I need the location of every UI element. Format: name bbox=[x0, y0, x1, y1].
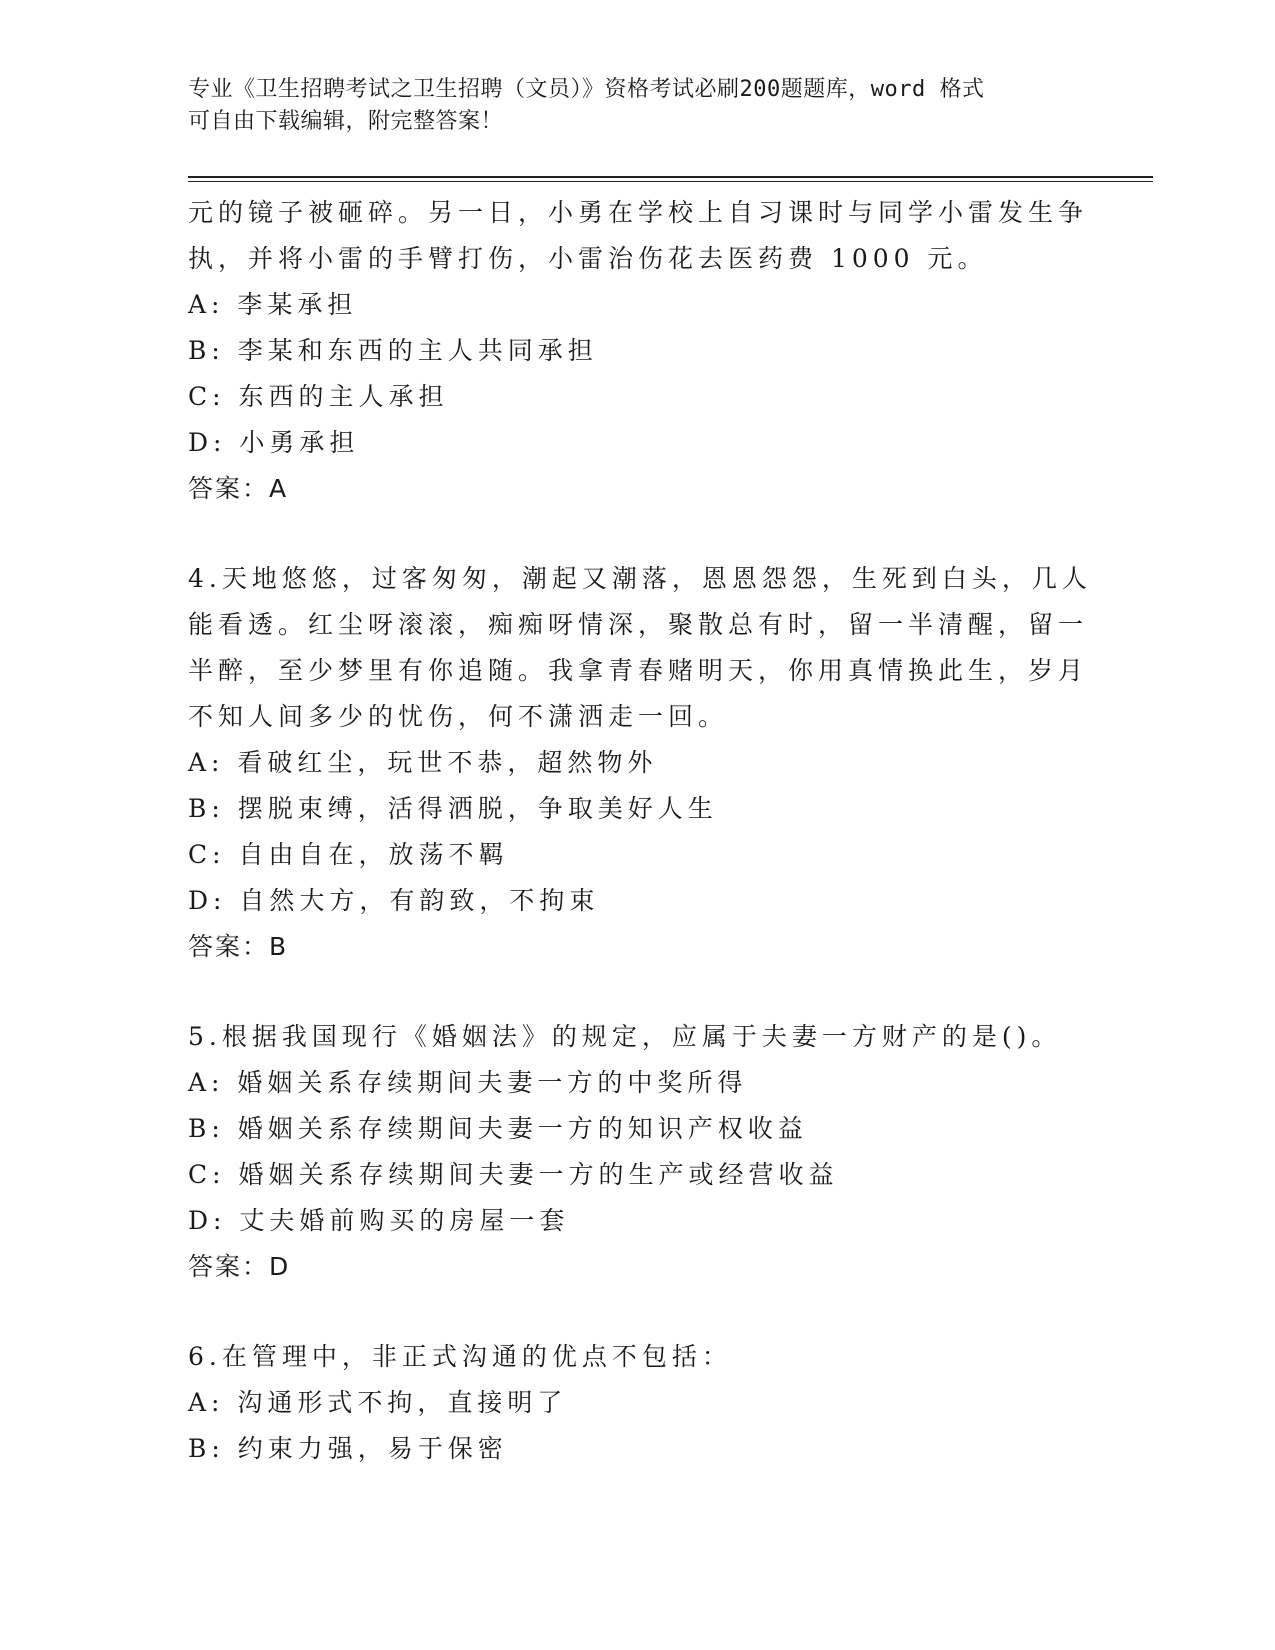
option-a: A: 看破红尘，玩世不恭，超然物外 bbox=[188, 748, 658, 777]
question-stem-line: 不知人间多少的忧伤，何不潇洒走一回。 bbox=[188, 702, 729, 731]
option-b: B: 约束力强，易于保密 bbox=[188, 1434, 508, 1463]
answer-line: 答案：A bbox=[188, 474, 289, 503]
option-d: D: 自然大方，有韵致，不拘束 bbox=[188, 886, 600, 915]
question-stem-line: 4.天地悠悠，过客匆匆，潮起又潮落，恩恩怨怨，生死到白头，几人 bbox=[188, 564, 1092, 593]
question-stem-line: 元的镜子被砸碎。另一日，小勇在学校上自习课时与同学小雷发生争 bbox=[188, 198, 1089, 227]
question-6 bbox=[188, 1334, 1068, 1472]
option-b: B: 婚姻关系存续期间夫妻一方的知识产权收益 bbox=[188, 1114, 808, 1143]
question-stem-line: 6.在管理中，非正式沟通的优点不包括： bbox=[188, 1342, 732, 1371]
question-stem-line: 5.根据我国现行《婚姻法》的规定，应属于夫妻一方财产的是()。 bbox=[188, 1022, 1062, 1051]
question-gap bbox=[188, 512, 1068, 556]
option-d: D: 小勇承担 bbox=[188, 428, 360, 457]
question-gap bbox=[188, 1290, 1068, 1334]
question-list bbox=[188, 190, 1092, 1472]
option-c: C: 东西的主人承担 bbox=[188, 382, 449, 411]
option-a: A: 沟通形式不拘，直接明了 bbox=[188, 1388, 568, 1417]
document-header bbox=[188, 74, 1068, 138]
header-divider-thin bbox=[188, 181, 1153, 182]
question-4 bbox=[188, 556, 1092, 970]
option-c: C: 自由自在，放荡不羁 bbox=[188, 840, 509, 869]
option-a: A: 婚姻关系存续期间夫妻一方的中奖所得 bbox=[188, 1068, 748, 1097]
header-divider-thick bbox=[188, 176, 1153, 178]
option-b: B: 李某和东西的主人共同承担 bbox=[188, 336, 598, 365]
question-3 bbox=[188, 190, 1089, 512]
question-stem-line: 能看透。红尘呀滚滚，痴痴呀情深，聚散总有时，留一半清醒，留一 bbox=[188, 610, 1089, 639]
header-line-1: 专业《卫生招聘考试之卫生招聘（文员）》资格考试必刷200题题库，word 格式 bbox=[188, 77, 985, 102]
question-stem-line: 半醉，至少梦里有你追随。我拿青春赌明天，你用真情换此生，岁月 bbox=[188, 656, 1089, 685]
question-gap bbox=[188, 970, 1068, 1014]
answer-line: 答案：B bbox=[188, 932, 289, 961]
option-b: B: 摆脱束缚，活得洒脱，争取美好人生 bbox=[188, 794, 718, 823]
option-a: A: 李某承担 bbox=[188, 290, 358, 319]
header-line-2: 可自由下载编辑，附完整答案！ bbox=[188, 109, 504, 134]
question-5 bbox=[188, 1014, 1068, 1290]
option-d: D: 丈夫婚前购买的房屋一套 bbox=[188, 1206, 570, 1235]
question-stem-line: 执，并将小雷的手臂打伤，小雷治伤花去医药费 1000 元。 bbox=[188, 244, 988, 273]
option-c: C: 婚姻关系存续期间夫妻一方的生产或经营收益 bbox=[188, 1160, 839, 1189]
answer-line: 答案：D bbox=[188, 1252, 291, 1281]
